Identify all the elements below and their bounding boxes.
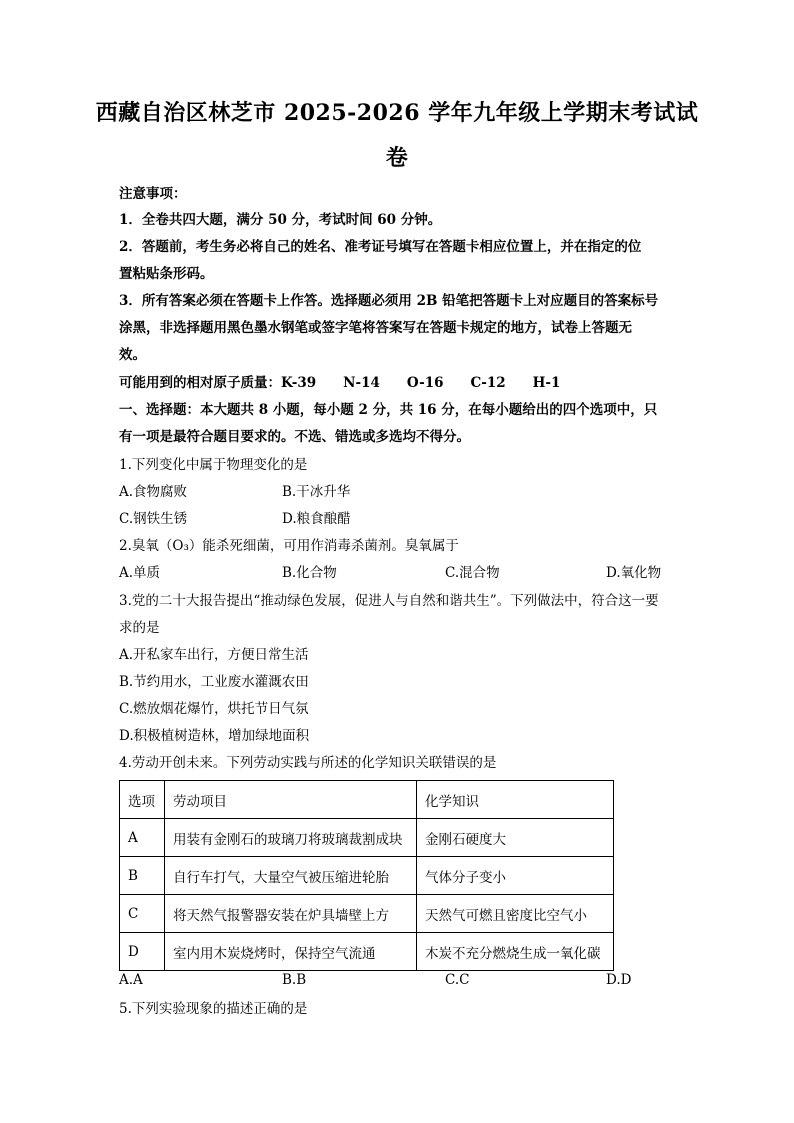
q1-option-a: A.食物腐败 [119,484,188,500]
table-cell: B [120,857,165,895]
table-cell: D [120,933,165,971]
note-item-1: 1．全卷共四大题，满分 50 分，考试时间 60 分钟。 [119,212,442,228]
q1-option-d: D.粮食酿醋 [282,511,351,527]
q5-stem: 5.下列实验现象的描述正确的是 [119,1001,308,1017]
q4-header-knowledge: 化学知识 [417,781,614,819]
q4-option-c: C.C [445,972,470,988]
section1-instruction-line1: 一、选择题：本大题共 8 小题，每小题 2 分，共 16 分，在每小题给出的四个选项中，只 [119,402,658,418]
q4-stem: 4.劳动开创未来。下列劳动实践与所述的化学知识关联错误的是 [119,755,497,771]
q4-option-b: B.B [282,972,307,988]
q3-option-d: D.积极植树造林，增加绿地面积 [119,728,310,744]
q3-option-a: A.开私家车出行，方便日常生活 [119,647,309,663]
q1-option-c: C.钢铁生锈 [119,511,188,527]
q4-table [119,780,614,971]
table-row [120,895,614,933]
table-row [120,857,614,895]
table-row [120,933,614,971]
q2-option-c: C.混合物 [445,565,500,581]
q4-option-d: D.D [606,972,632,988]
table-cell: 气体分子变小 [417,857,614,895]
atomic-mass-note: 可能用到的相对原子质量：K-39 N-14 O-16 C-12 H-1 [119,375,561,391]
q3-stem-line1: 3.党的二十大报告提出“推动绿色发展，促进人与自然和谐共生”。下列做法中，符合这一要 [119,593,659,609]
q3-option-b: B.节约用水，工业废水灌溉农田 [119,674,309,690]
note-item-3-line1: 3．所有答案必须在答题卡上作答。选择题必须用 2B 铅笔把答题卡上对应题目的答案标号 [119,293,659,309]
note-item-2-line1: 2．答题前，考生务必将自己的姓名、准考证号填写在答题卡相应位置上，并在指定的位 [119,239,642,255]
table-cell: 将天然气报警器安装在炉具墙壁上方 [165,895,417,933]
q4-table-header-row [120,781,614,819]
q2-option-a: A.单质 [119,565,161,581]
table-cell: A [120,819,165,857]
table-row [120,819,614,857]
q2-stem: 2.臭氧（O₃）能杀死细菌，可用作消毒杀菌剂。臭氧属于 [119,538,459,554]
q4-header-option: 选项 [120,781,165,819]
page-title-line1: 西藏自治区林芝市 2025-2026 学年九年级上学期末考试试 [95,100,699,126]
table-cell: 天然气可燃且密度比空气小 [417,895,614,933]
q3-option-c: C.燃放烟花爆竹，烘托节日气氛 [119,701,309,717]
q1-stem: 1.下列变化中属于物理变化的是 [119,457,308,473]
table-cell: 金刚石硬度大 [417,819,614,857]
q4-option-a: A.A [119,972,143,988]
q2-option-b: B.化合物 [282,565,337,581]
q4-header-labor: 劳动项目 [165,781,417,819]
table-cell: 自行车打气，大量空气被压缩进轮胎 [165,857,417,895]
q3-stem-line2: 求的是 [119,620,160,636]
page-title-line2: 卷 [385,145,409,171]
note-item-3-line3: 效。 [119,347,146,363]
table-cell: 室内用木炭烧烤时，保持空气流通 [165,933,417,971]
table-cell: 用装有金刚石的玻璃刀将玻璃裁割成块 [165,819,417,857]
table-cell: C [120,895,165,933]
section1-instruction-line2: 有一项是最符合题目要求的。不选、错选或多选均不得分。 [119,429,470,445]
note-item-2-line2: 置粘贴条形码。 [119,266,214,282]
q2-option-d: D.氧化物 [606,565,662,581]
note-item-3-line2: 涂黑，非选择题用黑色墨水钢笔或签字笔将答案写在答题卡规定的地方，试卷上答题无 [119,320,632,336]
notes-heading: 注意事项： [119,186,187,202]
table-cell: 木炭不充分燃烧生成一氧化碳 [417,933,614,971]
q1-option-b: B.干冰升华 [282,484,351,500]
